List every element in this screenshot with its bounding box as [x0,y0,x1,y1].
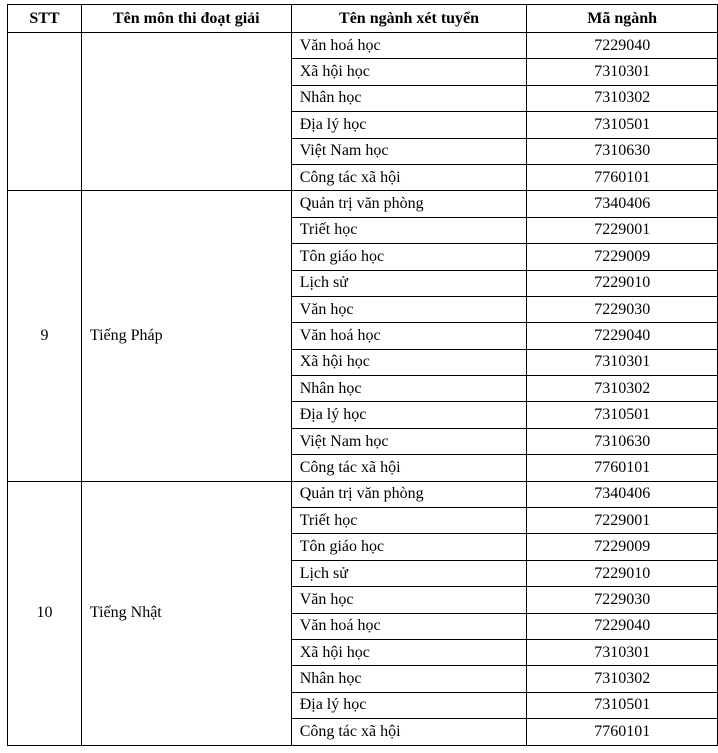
major-cell: Địa lý học [291,112,527,138]
code-cell: 7229010 [527,270,718,296]
major-cell: Triết học [291,508,527,534]
table-row [8,191,718,217]
stt-cell [8,33,82,191]
table-row [8,33,718,59]
code-cell: 7229040 [527,33,718,59]
code-cell: 7310301 [527,59,718,85]
subject-cell: Tiếng Pháp [81,191,291,481]
subject-cell: Tiếng Nhật [81,481,291,745]
code-cell: 7229009 [527,534,718,560]
code-cell: 7229030 [527,296,718,322]
code-cell: 7760101 [527,164,718,190]
code-cell: 7310501 [527,692,718,718]
major-cell: Tôn giáo học [291,534,527,560]
code-cell: 7229040 [527,613,718,639]
major-cell: Việt Nam học [291,138,527,164]
code-cell: 7310301 [527,349,718,375]
major-cell: Quản trị văn phòng [291,191,527,217]
header-subject: Tên môn thi đoạt giải [81,5,291,33]
major-cell: Nhân học [291,376,527,402]
major-cell: Lịch sử [291,270,527,296]
code-cell: 7310301 [527,639,718,665]
code-cell: 7340406 [527,191,718,217]
major-cell: Tôn giáo học [291,244,527,270]
code-cell: 7310302 [527,85,718,111]
major-cell: Việt Nam học [291,428,527,454]
major-cell: Công tác xã hội [291,455,527,481]
code-cell: 7229010 [527,560,718,586]
major-cell: Nhân học [291,85,527,111]
major-cell: Văn hoá học [291,323,527,349]
major-cell: Lịch sử [291,560,527,586]
major-cell: Địa lý học [291,402,527,428]
major-cell: Xã hội học [291,349,527,375]
major-cell: Địa lý học [291,692,527,718]
code-cell: 7340406 [527,481,718,507]
major-cell: Nhân học [291,666,527,692]
stt-cell: 10 [8,481,82,745]
code-cell: 7229001 [527,217,718,243]
header-code: Mã ngành [527,5,718,33]
major-cell: Văn hoá học [291,613,527,639]
code-cell: 7229009 [527,244,718,270]
code-cell: 7760101 [527,455,718,481]
major-cell: Văn hoá học [291,33,527,59]
subject-cell [81,33,291,191]
code-cell: 7229001 [527,508,718,534]
table-body [8,33,718,746]
major-cell: Văn học [291,587,527,613]
code-cell: 7229030 [527,587,718,613]
code-cell: 7310630 [527,428,718,454]
major-cell: Xã hội học [291,59,527,85]
code-cell: 7310501 [527,402,718,428]
code-cell: 7760101 [527,719,718,745]
header-stt: STT [8,5,82,33]
stt-cell: 9 [8,191,82,481]
code-cell: 7310630 [527,138,718,164]
code-cell: 7310302 [527,666,718,692]
code-cell: 7310302 [527,376,718,402]
major-cell: Triết học [291,217,527,243]
header-major: Tên ngành xét tuyển [291,5,527,33]
major-cell: Công tác xã hội [291,719,527,745]
major-cell: Quản trị văn phòng [291,481,527,507]
admission-table [7,4,718,746]
code-cell: 7310501 [527,112,718,138]
major-cell: Xã hội học [291,639,527,665]
major-cell: Công tác xã hội [291,164,527,190]
table-row [8,481,718,507]
major-cell: Văn học [291,296,527,322]
header-row [8,5,718,33]
code-cell: 7229040 [527,323,718,349]
